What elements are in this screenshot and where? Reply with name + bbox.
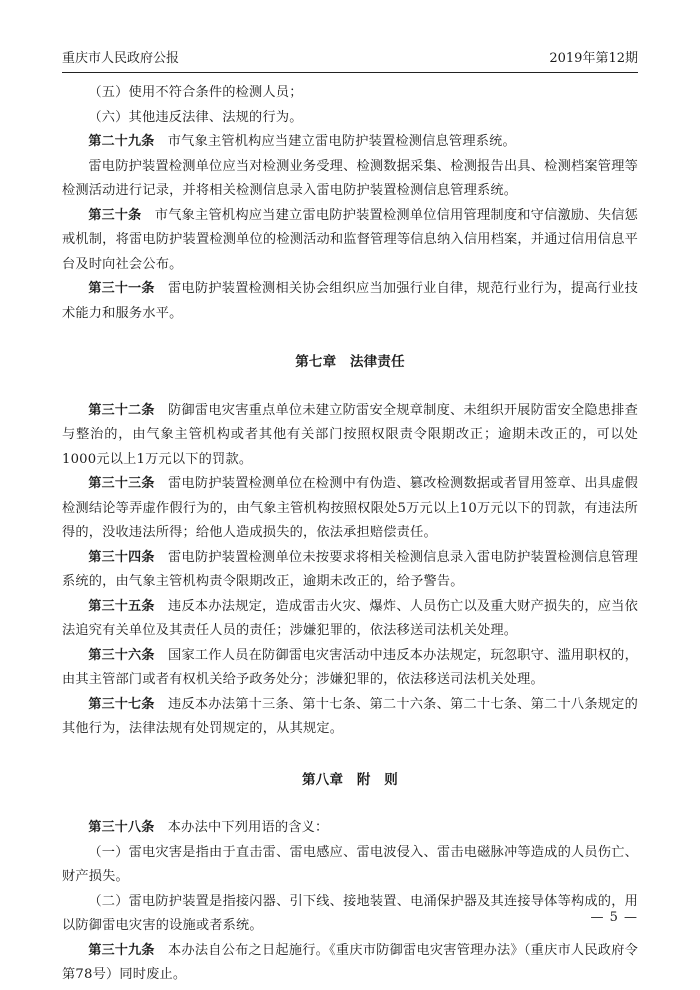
article-38: 第三十八条 本办法中下列用语的含义：	[88, 820, 329, 835]
header-divider	[62, 72, 638, 73]
article-label: 第三十四条	[88, 549, 155, 565]
article-label: 第三十六条	[88, 647, 155, 663]
article-label: 第二十九条	[88, 134, 155, 149]
article-label: 第三十九条	[88, 942, 155, 958]
article-label: 第三十七条	[88, 696, 155, 712]
article-label: 第三十条	[88, 207, 142, 223]
article-29: 第二十九条 市气象主管机构应当建立雷电防护装置检测信息管理系统。	[88, 134, 516, 149]
chapter-7-heading: 第七章 法律责任	[295, 354, 405, 370]
item-6: （六）其他违反法律、法规的行为。	[88, 109, 303, 125]
article-36: 第三十六条 国家工作人员在防御雷电灾害活动中违反本办法规定，玩忽职守、滥用职权的，由其主管部门或者有权机关给予政务处分；涉嫌犯罪的，依法移送司法机关处理。	[62, 647, 639, 687]
article-label: 第三十一条	[88, 281, 155, 296]
article-31: 第三十一条 雷电防护装置检测相关协会组织应当加强行业自律，规范行业行为，提高行业技术能力和服务水平。	[62, 281, 639, 321]
item-5: （五）使用不符合条件的检测人员；	[88, 85, 303, 100]
article-39: 第三十九条 本办法自公布之日起施行。《重庆市防御雷电灾害管理办法》（重庆市人民政府令第78号）同时废止。	[62, 942, 639, 982]
page-header	[62, 48, 638, 70]
definition-1: （一）雷电灾害是指由于直击雷、雷电感应、雷电波侵入、雷击电磁脉冲等造成的人员伤亡、财产损失。	[62, 844, 638, 884]
page-number: — 5 —	[590, 910, 638, 925]
article-33: 第三十三条 雷电防护装置检测单位在检测中有伪造、篡改检测数据或者冒用签章、出具虚假检测结论等弄虚作假行为的，由气象主管机构按照权限处5万元以上10万元以下的罚款，有违法所得的，没收违法所得；给他人造成损失的，依法承担赔偿责任。	[62, 476, 639, 540]
article-34: 第三十四条 雷电防护装置检测单位未按要求将相关检测信息录入雷电防护装置检测信息管理系统的，由气象主管机构责令限期改正，逾期未改正的，给予警告。	[62, 549, 639, 589]
article-label: 第三十八条	[88, 820, 155, 835]
paragraph: 雷电防护装置检测单位应当对检测业务受理、检测数据采集、检测报告出具、检测档案管理等检测活动进行记录，并将相关检测信息录入雷电防护装置检测信息管理系统。	[62, 158, 638, 198]
article-35: 第三十五条 违反本办法规定，造成雷击火灾、爆炸、人员伤亡以及重大财产损失的，应当依法追究有关单位及其责任人员的责任；涉嫌犯罪的，依法移送司法机关处理。	[62, 598, 639, 638]
article-label: 第三十二条	[88, 402, 155, 418]
article-32: 第三十二条 防御雷电灾害重点单位未建立防雷安全规章制度、未组织开展防雷安全隐患排查与整治的，由气象主管机构或者其他有关部门按照权限责令限期改正；逾期未改正的，可以处1000元以上1万元以下的罚款。	[62, 402, 639, 467]
publication-title: 重庆市人民政府公报	[62, 51, 180, 66]
definition-2: （二）雷电防护装置是指接闪器、引下线、接地装置、电涌保护器及其连接导体等构成的，用以防御雷电灾害的设施或者系统。	[62, 893, 638, 933]
document-body	[62, 81, 638, 988]
article-label: 第三十五条	[88, 598, 155, 614]
issue-number: 2019年第12期	[549, 51, 638, 66]
article-37: 第三十七条 违反本办法第十三条、第十七条、第二十六条、第二十七条、第二十八条规定的其他行为，法律法规有处罚规定的，从其规定。	[62, 696, 639, 736]
chapter-8-heading: 第八章 附 则	[302, 771, 398, 788]
article-label: 第三十三条	[88, 476, 155, 491]
article-30: 第三十条 市气象主管机构应当建立雷电防护装置检测单位信用管理制度和守信激励、失信惩戒机制，将雷电防护装置检测单位的检测活动和监督管理等信息纳入信用档案，并通过信用信息平台及时向社会公布。	[62, 207, 638, 272]
